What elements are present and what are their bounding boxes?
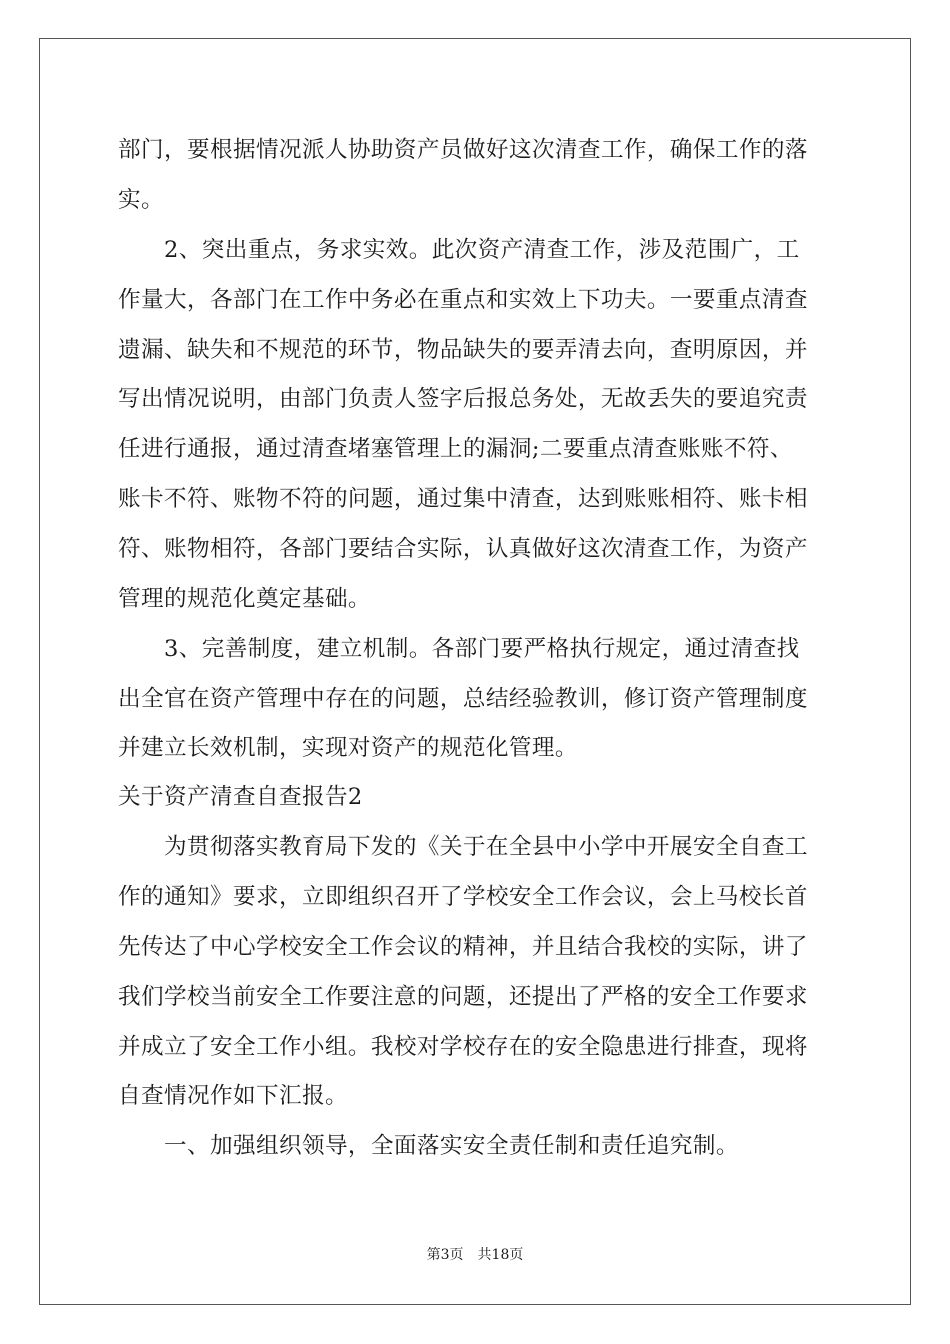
text-line: 作的通知》要求，立即组织召开了学校安全工作会议，会上马校长首 — [118, 884, 808, 910]
text-line: 作量大，各部门在工作中务必在重点和实效上下功夫。一要重点清查 — [118, 287, 808, 313]
text-line: 我们学校当前安全工作要注意的问题，还提出了严格的安全工作要求 — [118, 984, 808, 1010]
text-line: 部门，要根据情况派人协助资产员做好这次清查工作，确保工作的落 — [118, 137, 808, 163]
text-line: 自查情况作如下汇报。 — [118, 1083, 348, 1109]
page-footer — [0, 1245, 950, 1265]
text-line: 先传达了中心学校安全工作会议的精神，并且结合我校的实际，讲了 — [118, 934, 808, 960]
page-total: 共18页 — [477, 1247, 524, 1263]
text-line: 出全官在资产管理中存在的问题，总结经验教训，修订资产管理制度 — [118, 686, 808, 712]
text-line: 3、完善制度，建立机制。各部门要严格执行规定，通过清查找 — [118, 636, 800, 662]
text-line: 遗漏、缺失和不规范的环节，物品缺失的要弄清去向，查明原因，并 — [118, 337, 808, 363]
section-heading: 关于资产清查自查报告2 — [118, 784, 363, 810]
text-line: 账卡不符、账物不符的问题，通过集中清查，达到账账相符、账卡相 — [118, 486, 808, 512]
text-line: 并成立了安全工作小组。我校对学校存在的安全隐患进行排查，现将 — [118, 1034, 808, 1060]
text-line: 一、加强组织领导，全面落实安全责任制和责任追究制。 — [118, 1133, 739, 1159]
text-line: 任进行通报，通过清查堵塞管理上的漏洞;二要重点清查账账不符、 — [118, 436, 793, 462]
text-line: 管理的规范化奠定基础。 — [118, 586, 371, 612]
text-line: 2、突出重点，务求实效。此次资产清查工作，涉及范围广，工 — [118, 237, 800, 263]
text-line: 并建立长效机制，实现对资产的规范化管理。 — [118, 735, 578, 761]
page-number: 第3页 — [426, 1247, 464, 1263]
text-line: 为贯彻落实教育局下发的《关于在全县中小学中开展安全自查工 — [118, 834, 808, 860]
text-line: 符、账物相符，各部门要结合实际，认真做好这次清查工作，为资产 — [118, 536, 808, 562]
text-line: 实。 — [118, 187, 164, 213]
text-line: 写出情况说明，由部门负责人签字后报总务处，无故丢失的要追究责 — [118, 386, 808, 412]
